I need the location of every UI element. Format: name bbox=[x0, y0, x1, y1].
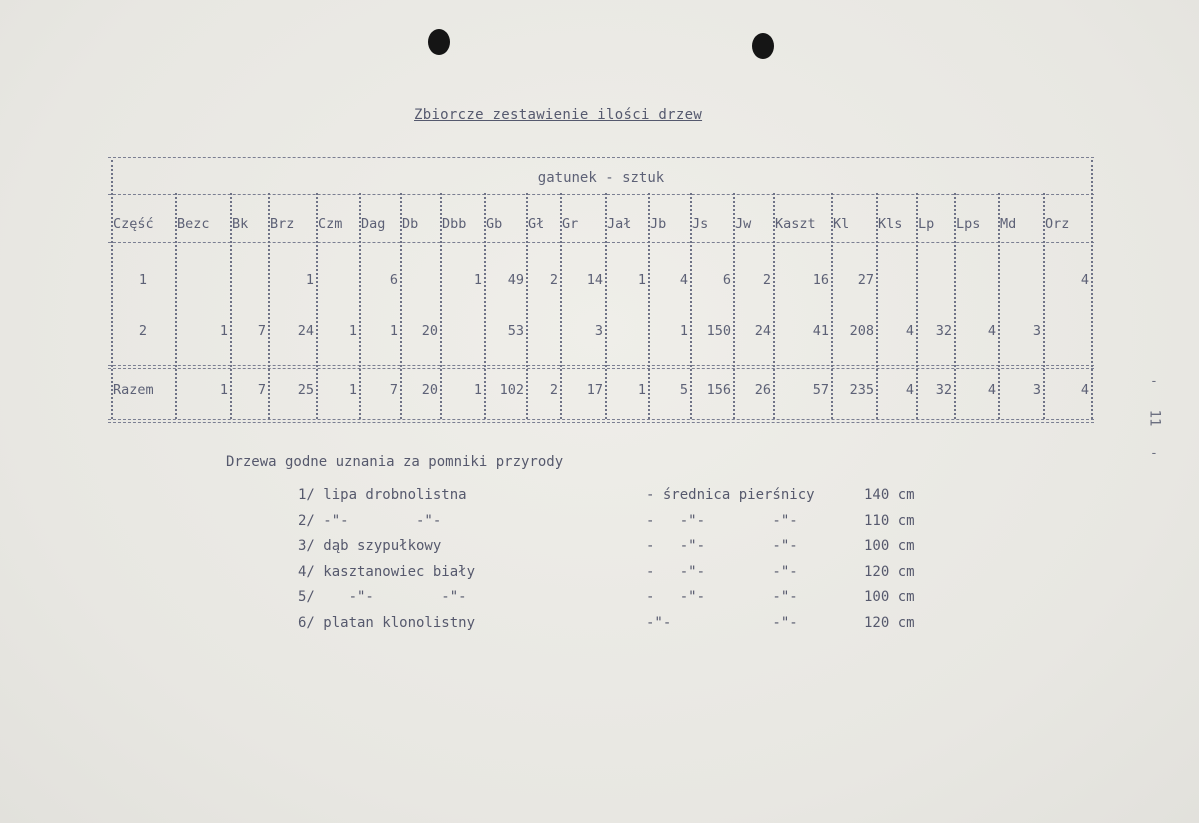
column-header: Db bbox=[402, 216, 419, 232]
monument-description: - średnica pierśnicy bbox=[646, 487, 815, 503]
monument-name: 4/ kasztanowiec biały bbox=[298, 563, 476, 580]
table-cell: 6 bbox=[389, 272, 398, 288]
table-cell: 32 bbox=[935, 323, 952, 339]
column-header: Bk bbox=[232, 216, 249, 232]
totals-cell: 5 bbox=[679, 382, 688, 398]
table-cell: 2 bbox=[138, 323, 148, 339]
totals-cell: 7 bbox=[389, 382, 398, 398]
table-cell: 20 bbox=[421, 323, 438, 339]
margin-dash-bottom: - bbox=[1150, 446, 1158, 461]
table-cell: 1 bbox=[389, 323, 398, 339]
totals-cell: 4 bbox=[1080, 382, 1089, 398]
totals-cell: 1 bbox=[473, 382, 482, 398]
monument-description: - -"- -"- bbox=[646, 563, 798, 580]
document-title: Zbiorcze zestawienie ilości drzew bbox=[414, 107, 703, 123]
group-header-rule bbox=[108, 194, 1094, 195]
table-cell: 4 bbox=[1080, 272, 1089, 288]
table-cell: 1 bbox=[138, 272, 148, 288]
column-header: Dbb bbox=[442, 216, 467, 232]
totals-separator-rule bbox=[108, 365, 1094, 369]
column-header: Gb bbox=[486, 216, 503, 232]
table-cell: 1 bbox=[679, 323, 688, 339]
totals-cell: 32 bbox=[935, 382, 952, 398]
monument-name: 2/ -"- -"- bbox=[298, 512, 442, 529]
totals-cell: 26 bbox=[754, 382, 771, 398]
monument-name: 1/ lipa drobnolistna bbox=[298, 487, 467, 503]
totals-cell: 4 bbox=[905, 382, 914, 398]
table-cell: 41 bbox=[812, 323, 829, 339]
table-cell: 49 bbox=[507, 272, 524, 288]
column-header: Gr bbox=[562, 216, 579, 232]
table-cell: 1 bbox=[473, 272, 482, 288]
column-header: Czm bbox=[318, 216, 343, 232]
column-header-rule bbox=[108, 242, 1094, 243]
totals-cell: 1 bbox=[637, 382, 646, 398]
table-cell: 208 bbox=[849, 323, 874, 339]
column-header: Jał bbox=[607, 216, 632, 232]
column-header: Jb bbox=[650, 216, 667, 232]
table-bottom-rule bbox=[108, 419, 1094, 423]
tree-count-table bbox=[108, 157, 1094, 429]
monument-name: 6/ platan klonolistny bbox=[298, 615, 476, 631]
column-header: Bezc bbox=[177, 216, 210, 232]
table-cell: 16 bbox=[812, 272, 829, 288]
monument-size: 100 cm bbox=[864, 589, 915, 606]
table-right-border bbox=[1091, 160, 1093, 419]
table-cell: 2 bbox=[549, 272, 558, 288]
column-header: Orz bbox=[1045, 216, 1070, 232]
totals-cell: 1 bbox=[348, 382, 357, 398]
monument-description: - -"- -"- bbox=[646, 589, 798, 606]
totals-cell: 235 bbox=[849, 382, 874, 398]
table-cell: 4 bbox=[987, 323, 996, 339]
table-cell: 4 bbox=[679, 272, 688, 288]
table-cell: 1 bbox=[637, 272, 646, 288]
species-group-header: gatunek - sztuk bbox=[537, 170, 665, 186]
totals-cell: 4 bbox=[987, 382, 996, 398]
totals-label: Razem bbox=[113, 382, 154, 398]
table-cell: 53 bbox=[507, 323, 524, 339]
totals-cell: 7 bbox=[257, 382, 266, 398]
table-cell: 6 bbox=[722, 272, 731, 288]
monument-size: 140 cm bbox=[864, 487, 915, 503]
punch-hole-right bbox=[752, 33, 774, 59]
table-cell: 27 bbox=[857, 272, 874, 288]
table-cell: 7 bbox=[257, 323, 266, 339]
monuments-heading: Drzewa godne uznania za pomniki przyrody bbox=[226, 454, 564, 470]
column-header: Kl bbox=[833, 216, 850, 232]
table-left-border bbox=[111, 160, 113, 419]
column-header: Kls bbox=[878, 216, 903, 232]
monument-name: 3/ dąb szypułkowy bbox=[298, 538, 442, 555]
table-cell: 1 bbox=[219, 323, 228, 339]
monument-size: 120 cm bbox=[864, 563, 915, 580]
totals-cell: 20 bbox=[421, 382, 438, 398]
monument-description: - -"- -"- bbox=[646, 538, 798, 555]
totals-cell: 17 bbox=[586, 382, 603, 398]
column-header: Js bbox=[692, 216, 709, 232]
column-header: Dag bbox=[361, 216, 386, 232]
totals-cell: 156 bbox=[706, 382, 731, 398]
monument-description: - -"- -"- bbox=[646, 512, 798, 529]
table-top-rule bbox=[108, 157, 1094, 158]
table-cell: 4 bbox=[905, 323, 914, 339]
totals-cell: 57 bbox=[812, 382, 829, 398]
table-cell: 24 bbox=[754, 323, 771, 339]
margin-dash-top: - bbox=[1150, 374, 1158, 389]
column-header: Kaszt bbox=[775, 216, 816, 232]
column-header: Lp bbox=[918, 216, 935, 232]
table-cell: 2 bbox=[762, 272, 771, 288]
column-header: Gł bbox=[528, 216, 545, 232]
monument-size: 100 cm bbox=[864, 538, 915, 555]
totals-cell: 2 bbox=[549, 382, 558, 398]
totals-cell: 1 bbox=[219, 382, 228, 398]
totals-cell: 25 bbox=[297, 382, 314, 398]
monument-size: 120 cm bbox=[864, 615, 915, 631]
column-header: Lps bbox=[956, 216, 981, 232]
monument-description: -"- -"- bbox=[646, 615, 798, 631]
column-header: Brz bbox=[270, 216, 295, 232]
totals-cell: 102 bbox=[499, 382, 524, 398]
totals-cell: 3 bbox=[1032, 382, 1041, 398]
column-header: Md bbox=[1000, 216, 1017, 232]
column-header: Jw bbox=[735, 216, 752, 232]
punch-hole-left bbox=[428, 29, 450, 55]
table-cell: 1 bbox=[305, 272, 314, 288]
table-cell: 1 bbox=[348, 323, 357, 339]
table-cell: 24 bbox=[297, 323, 314, 339]
column-header: Część bbox=[113, 216, 154, 232]
monument-name: 5/ -"- -"- bbox=[298, 589, 467, 606]
table-cell: 14 bbox=[586, 272, 603, 288]
page-number: 11 bbox=[1146, 409, 1163, 427]
table-cell: 3 bbox=[594, 323, 603, 339]
table-cell: 150 bbox=[706, 323, 731, 339]
table-cell: 3 bbox=[1032, 323, 1041, 339]
monument-size: 110 cm bbox=[864, 512, 915, 529]
